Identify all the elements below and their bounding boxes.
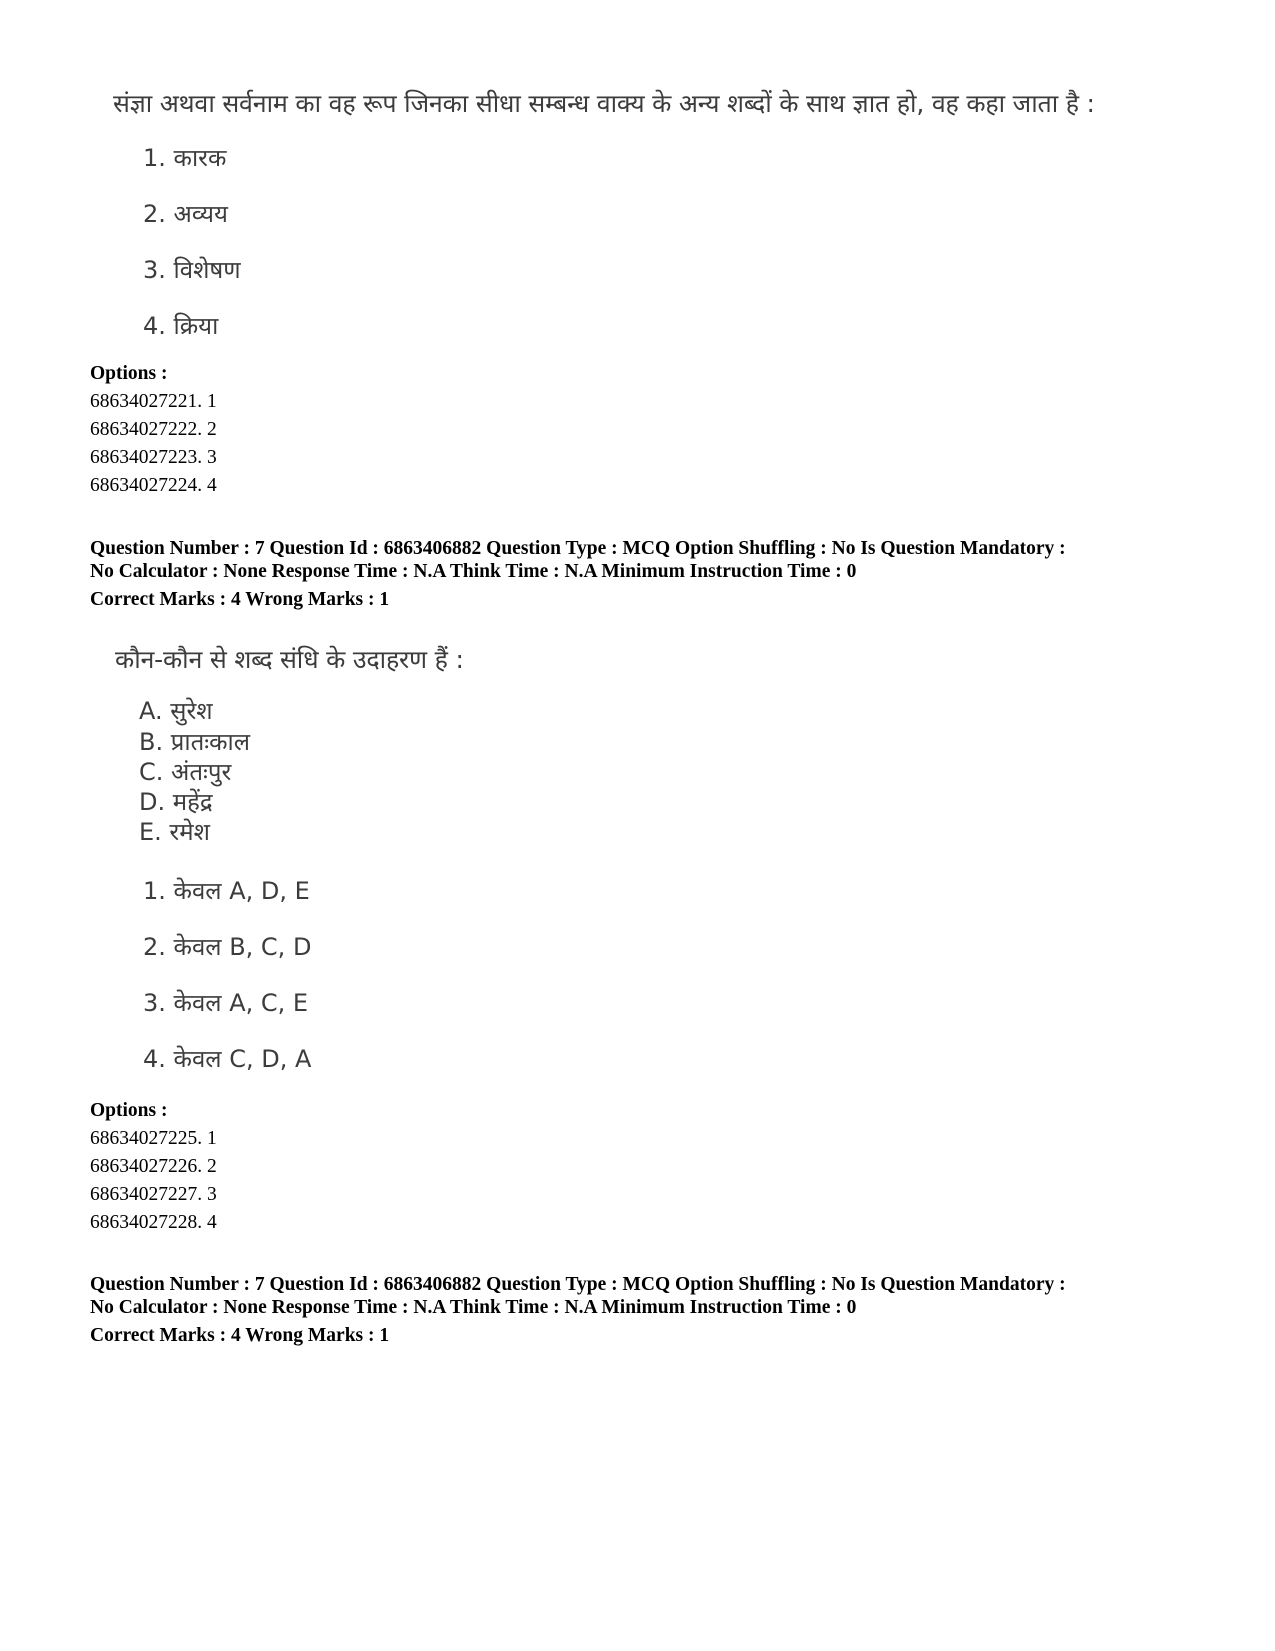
option-id: 68634027223. 3 (90, 447, 217, 468)
question-meta-line1: Question Number : 7 Question Id : 6863406882 Question Type : MCQ Option Shuffling : No Is Question Mandatory : (90, 538, 1066, 559)
statement-item: D. महेंद्र (139, 788, 213, 816)
question-meta-line1: Question Number : 7 Question Id : 6863406882 Question Type : MCQ Option Shuffling : No Is Question Mandatory : (90, 1274, 1066, 1295)
statement-item: E. रमेश (139, 818, 210, 846)
answer-choice: 1. कारक (143, 144, 227, 172)
question-meta-line2: No Calculator : None Response Time : N.A Think Time : N.A Minimum Instruction Time : 0 (90, 1297, 857, 1318)
answer-choice: 4. केवल C, D, A (143, 1045, 312, 1073)
answer-choice: 1. केवल A, D, E (143, 877, 310, 905)
options-label: Options : (90, 1100, 168, 1121)
question-marks: Correct Marks : 4 Wrong Marks : 1 (90, 589, 390, 610)
question-stem: कौन-कौन से शब्द संधि के उदाहरण हैं : (115, 645, 464, 674)
question-marks: Correct Marks : 4 Wrong Marks : 1 (90, 1325, 390, 1346)
option-id: 68634027221. 1 (90, 391, 217, 412)
option-id: 68634027222. 2 (90, 419, 217, 440)
answer-choice: 2. केवल B, C, D (143, 933, 312, 961)
statement-item: C. अंतःपुर (139, 758, 232, 786)
answer-choice: 2. अव्यय (143, 200, 228, 228)
option-id: 68634027227. 3 (90, 1184, 217, 1205)
answer-choice: 3. केवल A, C, E (143, 989, 309, 1017)
statement-item: A. सुरेश (139, 697, 213, 725)
statement-item: B. प्रातःकाल (139, 728, 251, 756)
option-id: 68634027225. 1 (90, 1128, 217, 1149)
question-meta-line2: No Calculator : None Response Time : N.A Think Time : N.A Minimum Instruction Time : 0 (90, 561, 857, 582)
answer-choice: 4. क्रिया (143, 312, 219, 340)
options-label: Options : (90, 363, 168, 384)
option-id: 68634027228. 4 (90, 1212, 217, 1233)
question-stem: संज्ञा अथवा सर्वनाम का वह रूप जिनका सीधा सम्बन्ध वाक्य के अन्य शब्दों के साथ ज्ञात हो, वह कहा जाता है : (113, 89, 1095, 118)
option-id: 68634027224. 4 (90, 475, 217, 496)
option-id: 68634027226. 2 (90, 1156, 217, 1177)
answer-choice: 3. विशेषण (143, 256, 241, 284)
